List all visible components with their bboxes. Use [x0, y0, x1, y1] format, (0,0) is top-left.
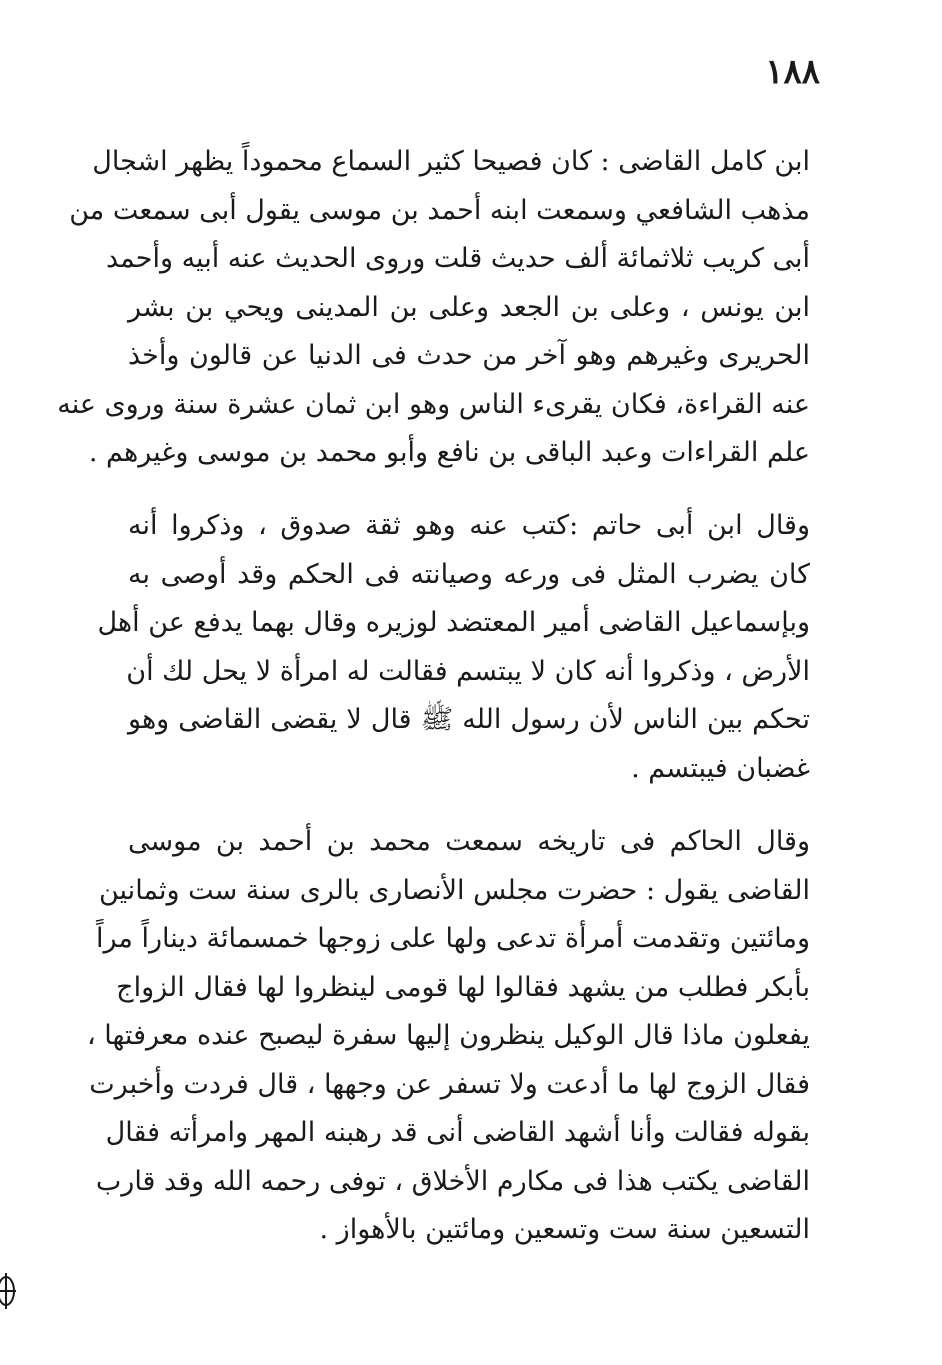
text-line: يفعلون ماذا قال الوكيل ينظرون إليها سفرة ليصبح عنده معرفتها ، — [86, 1020, 810, 1051]
page-number: ١٨٨ — [765, 52, 820, 92]
text-line: أبى كريب ثلاثمائة ألف حديث قلت وروى الحديث عنه أبيه وأحمد — [105, 243, 810, 274]
text-line: الأرض ، وذكروا أنه كان لا يبتسم فقالت له امرأة لا يحل لك أن — [126, 655, 810, 687]
text-line: ابن يونس ، وعلى بن الجعد وعلى بن المدينى ويحي بن بشر — [128, 291, 810, 323]
text-line: فقال الزوج لها ما أدعت ولا تسفر عن وجهها ، قال فردت وأخبرت — [89, 1068, 810, 1100]
text-line: بقوله فقالت وأنا أشهد القاضى أنى قد رهبنه المهر وامرأته فقال — [105, 1117, 810, 1148]
text-line: كان يضرب المثل فى ورعه وصيانته فى الحكم وقد أوصى به — [128, 558, 810, 590]
paragraph-2 — [97, 502, 810, 793]
text-line: غضبان فيبتسم . — [631, 752, 810, 784]
text-line: بأبكر فطلب من يشهد فقالوا لها قومى لينظروا لها فقال الزواج — [116, 971, 810, 1003]
text-line: ابن كامل القاضى : كان فصيحا كثير السماع محموداً يظهر اشجال — [92, 146, 810, 177]
text-line: وقال ابن أبى حاتم :كتب عنه وهو ثقة صدوق ، وذكروا أنه — [128, 510, 810, 541]
text-line: عنه القراءة، فكان يقرىء الناس وهو ابن ثمان عشرة سنة وروى عنه — [57, 388, 810, 420]
text-line: مذهب الشافعي وسمعت ابنه أحمد بن موسى يقول أبى سمعت من — [69, 194, 810, 226]
text-line: تحكم بين الناس لأن رسول الله ﷺ قال لا يقضى القاضى وهو — [128, 704, 810, 735]
text-line: ومائتين وتقدمت أمرأة تدعى ولها على زوجها خمسمائة ديناراً مراً — [96, 923, 810, 954]
text-line: القاضى يكتب هذا فى مكارم الأخلاق ، توفى رحمه الله وقد قارب — [95, 1165, 810, 1197]
paragraph-3 — [86, 818, 810, 1255]
text-line: القاضى يقول : حضرت مجلس الأنصارى بالرى سنة ست وثمانين — [98, 874, 810, 906]
text-line: الحريرى وغيرهم وهو آخر من حدث فى الدنيا عن قالون وأخذ — [128, 340, 810, 371]
text-line: علم القراءات وعبد الباقى بن نافع وأبو محمد بن موسى وغيرهم . — [88, 437, 810, 468]
text-line: التسعين سنة ست وتسعين ومائتين بالأهواز . — [319, 1214, 810, 1245]
paragraph-1 — [57, 138, 810, 478]
text-line: وقال الحاكم فى تاريخه سمعت محمد بن أحمد بن موسى — [128, 826, 810, 857]
text-line: وبإسماعيل القاضى أمير المعتضد لوزيره وقال بهما يدفع عن أهل — [97, 607, 810, 638]
crosshair-registration-icon — [0, 1270, 22, 1312]
